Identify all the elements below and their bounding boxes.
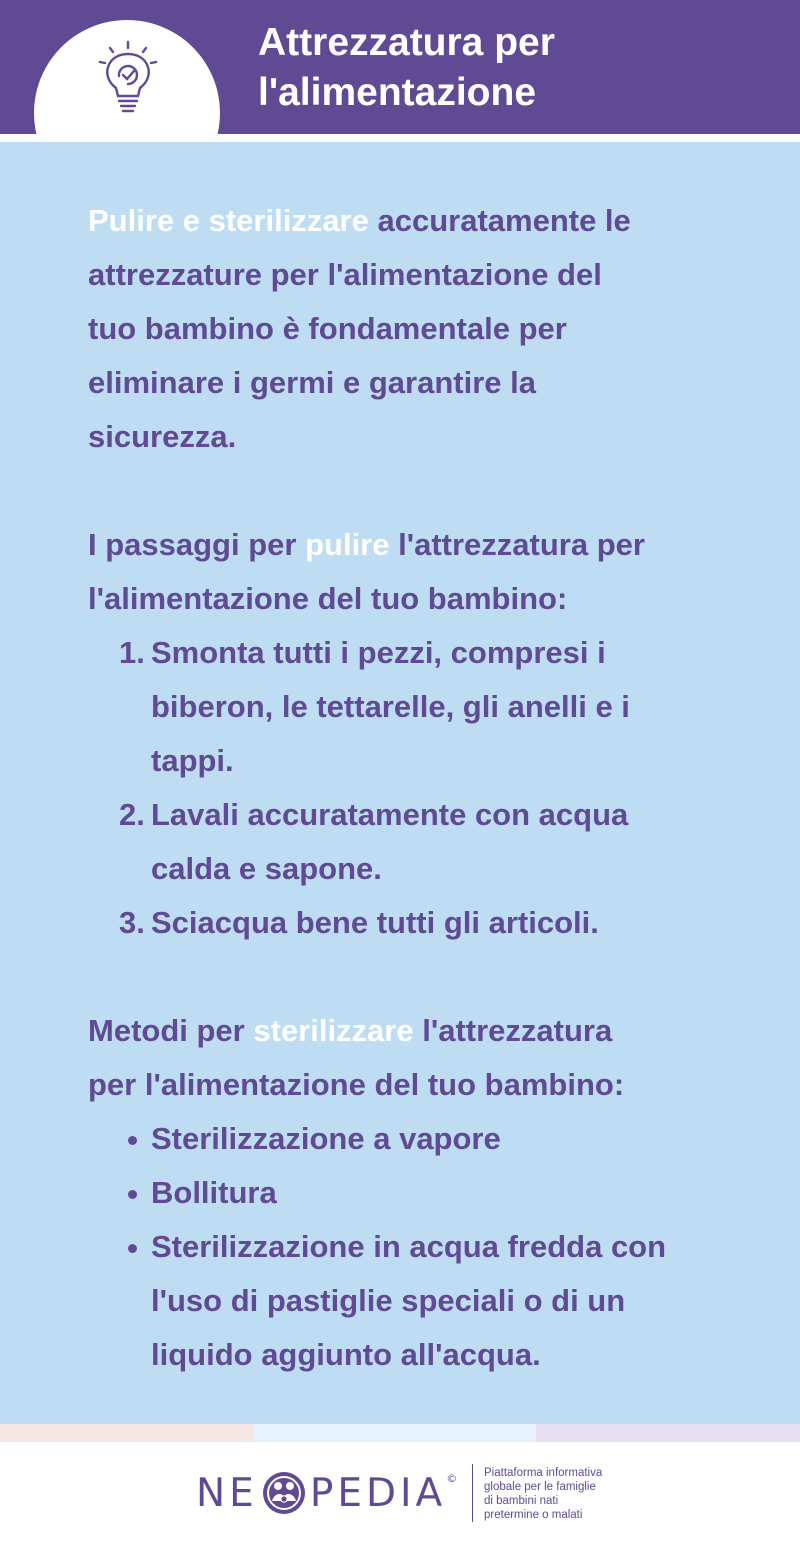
spacer [88,950,728,1004]
cleaning-heading-highlight: pulire [305,527,390,562]
step-line: biberon, le tettarelle, gli anelli e i [151,689,630,724]
bullet-icon [128,1190,137,1199]
bullet-icon [128,1136,137,1145]
logo-text-left: NE [196,1470,258,1516]
cleaning-heading-prefix: I passaggi per [88,527,306,562]
color-stripes [0,1424,800,1442]
step-line: Lavali accuratamente con acqua [151,797,629,832]
step-number: 3. [119,905,145,940]
method-line: Sterilizzazione in acqua fredda con [151,1229,667,1264]
header-divider [0,134,800,142]
list-item [88,1220,728,1382]
footer [0,1442,800,1544]
stripe-light-blue [253,1424,536,1442]
cleaning-heading-suffix: l'attrezzatura per [389,527,645,562]
sterilizing-heading-line-1 [88,1004,728,1058]
intro-paragraph [88,194,728,464]
stripe-peach [0,1424,253,1442]
content-panel [0,142,800,1424]
list-item [88,788,728,896]
family-circle-icon [262,1471,306,1515]
sterilizing-heading-line-2: per l'alimentazione del tuo bambino: [88,1067,625,1102]
tagline-line: di bambini nati [484,1495,559,1507]
stripe-lavender [536,1424,800,1442]
spacer [88,464,728,518]
sterilizing-section [88,1004,728,1382]
title-line-2: l'alimentazione [258,71,537,114]
neopedia-logo[interactable] [196,1468,457,1518]
bullet-icon [128,1244,137,1253]
method-line: Sterilizzazione a vapore [151,1121,501,1156]
method-line: Bollitura [151,1175,277,1210]
intro-line-1 [88,194,728,248]
sterilizing-heading-highlight: sterilizzare [253,1013,414,1048]
step-line: tappi. [151,743,234,778]
method-line: l'uso di pastiglie speciali o di un [151,1283,626,1318]
cleaning-section [88,518,728,950]
list-item [88,1166,728,1220]
intro-line-5: sicurezza. [88,419,237,454]
title-line-1: Attrezzatura per [258,21,555,64]
lightbulb-check-icon [92,36,164,120]
tagline-line: pretermine o malati [484,1509,583,1521]
cleaning-steps-list [88,626,728,950]
intro-highlight: Pulire e sterilizzare [88,203,369,238]
cleaning-heading-line-1 [88,518,728,572]
step-number: 1. [119,635,145,670]
step-line: Smonta tutti i pezzi, compresi i [151,635,606,670]
list-item [88,1112,728,1166]
method-line: liquido aggiunto all'acqua. [151,1337,541,1372]
sterilizing-heading-prefix: Metodi per [88,1013,254,1048]
header-banner [0,0,800,134]
intro-line-3: tuo bambino è fondamentale per [88,311,567,346]
step-number: 2. [119,797,145,832]
intro-line-4: eliminare i germi e garantire la [88,365,536,400]
intro-line-1-rest: accuratamente le [368,203,631,238]
content-text [88,194,728,1382]
logo-text-right: PEDIA [309,1470,447,1516]
step-line: Sciacqua bene tutti gli articoli. [151,905,599,940]
list-item [88,896,728,950]
intro-line-2: attrezzature per l'alimentazione del [88,257,602,292]
list-item [88,626,728,788]
footer-divider [472,1464,473,1522]
tagline-line: Piattaforma informativa [484,1467,603,1479]
footer-tagline [484,1466,634,1522]
step-line: calda e sapone. [151,851,382,886]
sterilizing-heading-suffix: l'attrezzatura [413,1013,613,1048]
copyright-mark: © [446,1472,458,1485]
page-title [258,18,778,118]
sterilizing-methods-list [88,1112,728,1382]
cleaning-heading-line-2: l'alimentazione del tuo bambino: [88,581,568,616]
tagline-line: globale per le famiglie [484,1481,596,1493]
